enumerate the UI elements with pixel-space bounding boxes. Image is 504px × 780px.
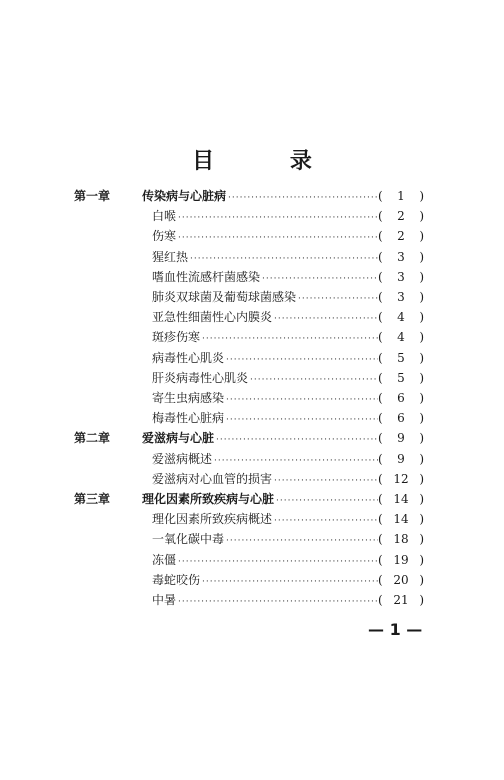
- dot-leader: [178, 228, 378, 248]
- entry-page-number: ( 5 ): [378, 370, 424, 385]
- toc-entry: [0, 348, 504, 368]
- entry-title: 爱滋病对心血管的损害: [152, 471, 273, 486]
- entry-title: 亚急性细菌性心内膜炎: [152, 310, 273, 325]
- entry-page-number: ( 3 ): [378, 249, 424, 264]
- dot-leader: [202, 572, 378, 592]
- dot-leader: [274, 309, 378, 329]
- entry-page-number: ( 6 ): [378, 411, 424, 426]
- dot-leader: [178, 592, 378, 612]
- toc-entry: [0, 307, 504, 327]
- entry-title: 斑疹伤寒: [152, 330, 201, 345]
- toc-entry: [0, 368, 504, 388]
- dot-leader: [226, 390, 378, 410]
- dot-leader: [298, 289, 378, 309]
- entry-title: 爱滋病概述: [152, 451, 213, 466]
- entry-page-number: ( 14 ): [378, 492, 424, 506]
- entry-page-number: ( 12 ): [378, 471, 424, 486]
- dot-leader: [214, 451, 378, 471]
- entry-title: 肺炎双球菌及葡萄球菌感染: [152, 290, 297, 304]
- entry-title: 伤寒: [152, 229, 177, 244]
- entry-title: 一氧化碳中毒: [152, 532, 225, 547]
- toc-entry: [0, 287, 504, 307]
- toc-entry: [0, 408, 504, 428]
- toc-entry: [0, 469, 504, 489]
- dot-leader: [250, 370, 378, 390]
- entry-page-number: ( 6 ): [378, 391, 424, 405]
- entry-page-number: ( 4 ): [378, 330, 424, 345]
- dot-leader: [202, 329, 378, 349]
- dot-leader: [226, 531, 378, 551]
- dot-leader: [226, 350, 378, 370]
- entry-title: 肝炎病毒性心肌炎: [152, 370, 249, 385]
- toc-entry: [0, 226, 504, 246]
- dot-leader: [226, 410, 378, 430]
- entry-page-number: ( 2 ): [378, 229, 424, 244]
- entry-title: 传染病与心脏病: [142, 189, 227, 203]
- chapter-number: 第二章: [74, 431, 111, 446]
- entry-title: 猩红热: [152, 249, 189, 264]
- entry-title: 嗜血性流感杆菌感染: [152, 269, 261, 284]
- entry-title: 爱滋病与心脏: [142, 431, 215, 446]
- entry-page-number: ( 9 ): [378, 431, 424, 446]
- entry-page-number: ( 2 ): [378, 209, 424, 224]
- entry-title: 病毒性心肌炎: [152, 350, 225, 365]
- entry-page-number: ( 14 ): [378, 512, 424, 527]
- toc-entry: [0, 327, 504, 347]
- entry-title: 中暑: [152, 593, 177, 607]
- page-number-footer: — 1 —: [368, 620, 423, 639]
- entry-page-number: ( 21 ): [378, 593, 424, 607]
- chapter-number: 第三章: [74, 492, 111, 506]
- toc-entry: [0, 267, 504, 287]
- dot-leader: [274, 511, 378, 531]
- toc-chapter-entry: [0, 428, 504, 448]
- dot-leader: [228, 188, 378, 208]
- entry-title: 毒蛇咬伤: [152, 572, 201, 587]
- toc-entry: [0, 509, 504, 529]
- toc-entry: [0, 550, 504, 570]
- dot-leader: [190, 249, 378, 269]
- entry-title: 寄生虫病感染: [152, 391, 225, 405]
- toc-entry: [0, 388, 504, 408]
- dot-leader: [178, 552, 378, 572]
- toc-entry: [0, 206, 504, 226]
- entry-title: 冻僵: [152, 552, 177, 567]
- toc-entry: [0, 529, 504, 549]
- dot-leader: [276, 491, 378, 511]
- entry-page-number: ( 9 ): [378, 451, 424, 466]
- entry-title: 梅毒性心脏病: [152, 411, 225, 426]
- entry-title: 白喉: [152, 209, 177, 224]
- toc-chapter-entry: [0, 489, 504, 509]
- chapter-number: 第一章: [74, 189, 111, 203]
- toc-entry: [0, 247, 504, 267]
- toc-chapter-entry: [0, 186, 504, 206]
- dot-leader: [216, 430, 378, 450]
- toc-entry: [0, 570, 504, 590]
- dot-leader: [262, 269, 378, 289]
- entry-page-number: ( 19 ): [378, 552, 424, 567]
- entry-page-number: ( 3 ): [378, 290, 424, 304]
- entry-page-number: ( 4 ): [378, 310, 424, 325]
- dot-leader: [274, 471, 378, 491]
- page-title: 目 录: [192, 148, 346, 174]
- entry-page-number: ( 18 ): [378, 532, 424, 547]
- dot-leader: [178, 208, 378, 228]
- entry-title: 理化因素所致疾病与心脏: [142, 492, 275, 506]
- entry-page-number: ( 1 ): [378, 189, 424, 203]
- entry-page-number: ( 5 ): [378, 350, 424, 365]
- entry-title: 理化因素所致疾病概述: [152, 512, 273, 527]
- entry-page-number: ( 20 ): [378, 572, 424, 587]
- entry-page-number: ( 3 ): [378, 269, 424, 284]
- toc-entry: [0, 590, 504, 610]
- toc-entry: [0, 449, 504, 469]
